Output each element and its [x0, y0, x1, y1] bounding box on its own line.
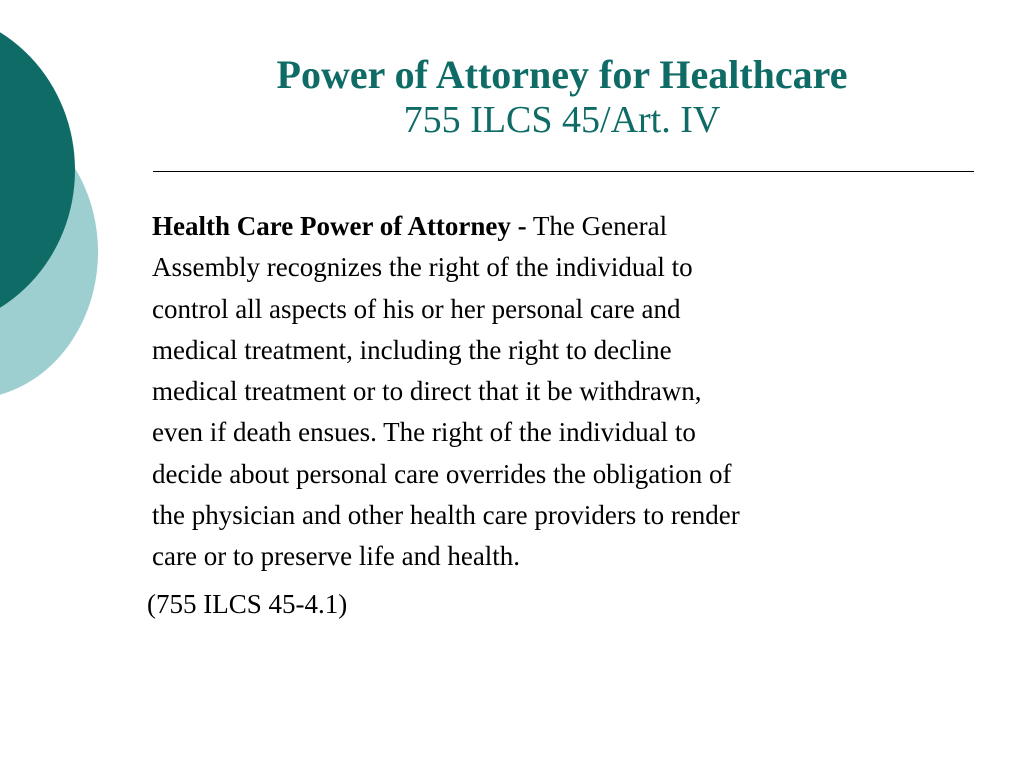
slide-subtitle: 755 ILCS 45/Art. IV: [403, 99, 721, 141]
body-line-2: Assembly recognizes the right of the individual to: [152, 252, 693, 283]
title-divider: [153, 171, 974, 172]
citation: (755 ILCS 45-4.1): [147, 589, 348, 619]
body-lead-heading: Health Care Power of Attorney -: [152, 211, 527, 241]
title-block: [150, 52, 974, 142]
body-line-1-text: The General: [526, 211, 668, 241]
body-line-3: control all aspects of his or her personal care and: [152, 293, 681, 324]
body-paragraph: [152, 206, 912, 578]
body-line-6: even if death ensues. The right of the individual to: [152, 417, 696, 448]
body-line-7: decide about personal care overrides the obligation of: [152, 458, 732, 489]
body-line-5: medical treatment or to direct that it be withdrawn,: [152, 376, 702, 407]
body-line-1: [152, 206, 912, 247]
body-line-8: the physician and other health care providers to render: [152, 500, 740, 531]
body-line-9: care or to preserve life and health.: [152, 541, 521, 572]
body-line-4: medical treatment, including the right to decline: [152, 334, 672, 365]
slide-title: Power of Attorney for Healthcare: [276, 52, 848, 97]
